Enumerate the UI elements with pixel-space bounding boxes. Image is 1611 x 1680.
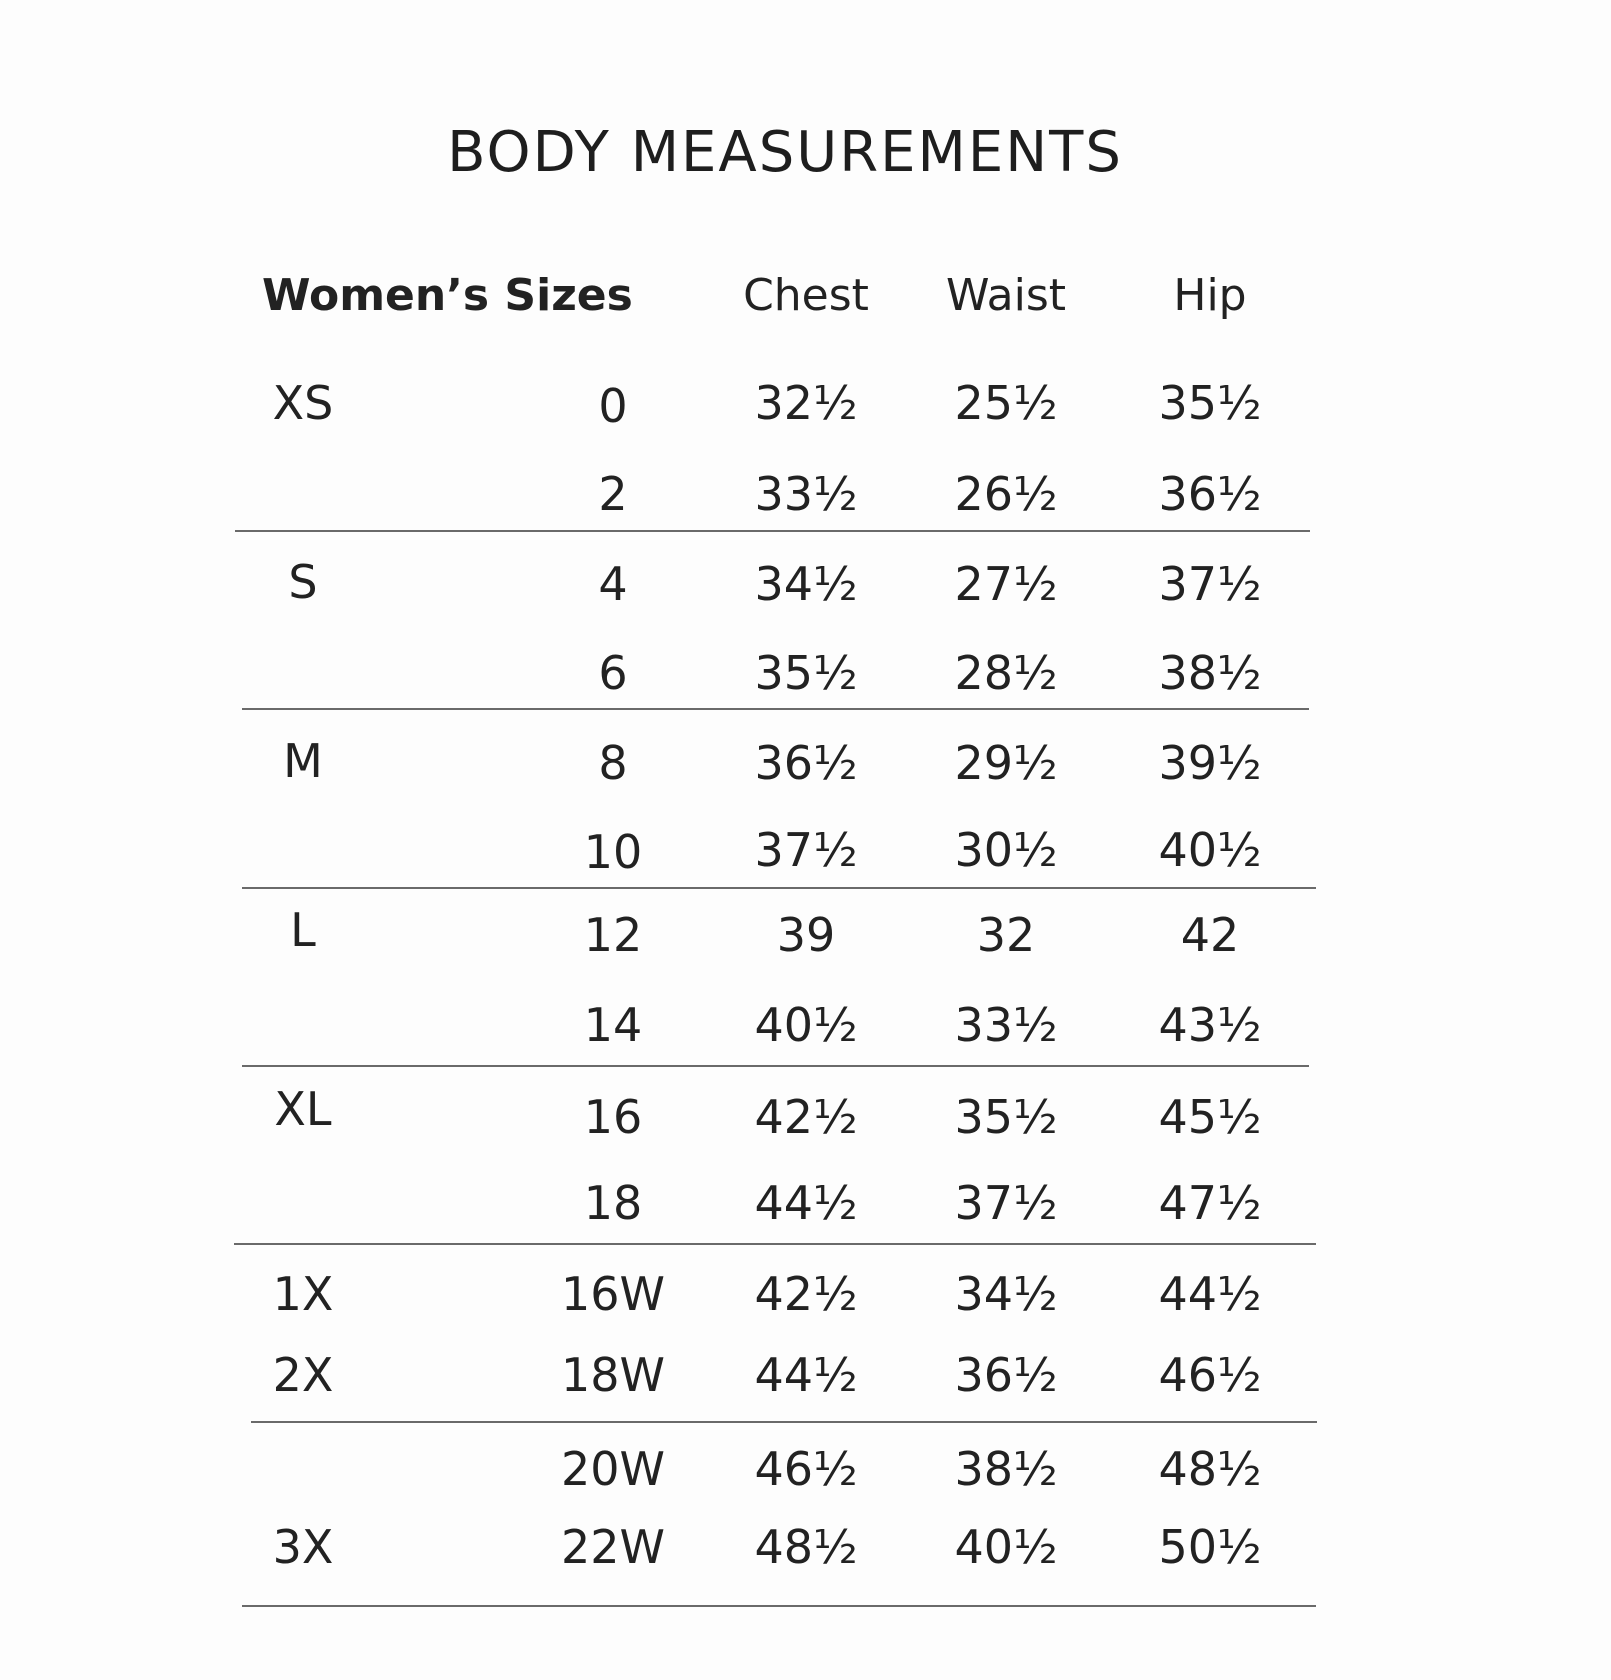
hip-value: 48½ (1158, 1442, 1262, 1496)
size-label-m: M (283, 734, 323, 788)
hip-value: 45½ (1158, 1090, 1262, 1144)
size-number: 16 (583, 1090, 643, 1144)
size-number: 8 (598, 736, 628, 790)
size-number: 22W (560, 1520, 666, 1574)
size-number: 16W (560, 1267, 666, 1321)
size-number: 2 (598, 467, 628, 521)
waist-value: 32 (976, 908, 1036, 962)
chest-value: 37½ (754, 823, 858, 877)
chest-value: 40½ (754, 998, 858, 1052)
chest-value: 36½ (754, 736, 858, 790)
waist-value: 40½ (954, 1520, 1058, 1574)
chest-value: 42½ (754, 1267, 858, 1321)
header-chest: Chest (743, 270, 869, 321)
hip-value: 44½ (1158, 1267, 1262, 1321)
waist-value: 30½ (954, 823, 1058, 877)
waist-value: 26½ (954, 467, 1058, 521)
header-hip: Hip (1173, 270, 1247, 321)
hip-value: 50½ (1158, 1520, 1262, 1574)
chest-value: 48½ (754, 1520, 858, 1574)
chest-value: 46½ (754, 1442, 858, 1496)
size-number: 6 (598, 646, 628, 700)
group-divider (242, 1065, 1309, 1067)
group-divider (242, 708, 1309, 710)
chest-value: 33½ (754, 467, 858, 521)
hip-value: 46½ (1158, 1348, 1262, 1402)
chest-value: 42½ (754, 1090, 858, 1144)
waist-value: 35½ (954, 1090, 1058, 1144)
chest-value: 44½ (754, 1348, 858, 1402)
size-label-3x: 3X (272, 1520, 334, 1574)
size-label-xs: XS (272, 376, 334, 430)
hip-value: 39½ (1158, 736, 1262, 790)
size-label-2x: 2X (272, 1348, 334, 1402)
waist-value: 36½ (954, 1348, 1058, 1402)
size-label-xl: XL (274, 1082, 332, 1136)
size-number: 14 (583, 998, 643, 1052)
waist-value: 25½ (954, 376, 1058, 430)
chest-value: 32½ (754, 376, 858, 430)
size-number: 10 (583, 825, 643, 879)
header-waist: Waist (945, 270, 1067, 321)
size-number: 20W (560, 1442, 666, 1496)
hip-value: 42 (1180, 908, 1240, 962)
group-divider (242, 1605, 1316, 1607)
size-number: 18W (560, 1348, 666, 1402)
group-divider (235, 530, 1310, 532)
hip-value: 36½ (1158, 467, 1262, 521)
waist-value: 28½ (954, 646, 1058, 700)
group-divider (251, 1421, 1317, 1423)
chest-value: 34½ (754, 557, 858, 611)
hip-value: 43½ (1158, 998, 1262, 1052)
waist-value: 29½ (954, 736, 1058, 790)
waist-value: 33½ (954, 998, 1058, 1052)
size-label-1x: 1X (272, 1267, 334, 1321)
hip-value: 35½ (1158, 376, 1262, 430)
size-number: 4 (598, 557, 628, 611)
group-divider (242, 887, 1316, 889)
waist-value: 27½ (954, 557, 1058, 611)
chest-value: 44½ (754, 1176, 858, 1230)
header-womens-sizes: Women’s Sizes (262, 270, 633, 321)
hip-value: 37½ (1158, 557, 1262, 611)
waist-value: 37½ (954, 1176, 1058, 1230)
chest-value: 39 (776, 908, 836, 962)
hip-value: 38½ (1158, 646, 1262, 700)
hip-value: 40½ (1158, 823, 1262, 877)
size-number: 18 (583, 1176, 643, 1230)
group-divider (234, 1243, 1316, 1245)
hip-value: 47½ (1158, 1176, 1262, 1230)
waist-value: 38½ (954, 1442, 1058, 1496)
size-label-l: L (290, 903, 316, 957)
size-label-s: S (288, 555, 318, 609)
size-number: 12 (583, 908, 643, 962)
page-title: BODY MEASUREMENTS (447, 120, 1123, 185)
waist-value: 34½ (954, 1267, 1058, 1321)
size-number: 0 (598, 379, 628, 433)
chest-value: 35½ (754, 646, 858, 700)
